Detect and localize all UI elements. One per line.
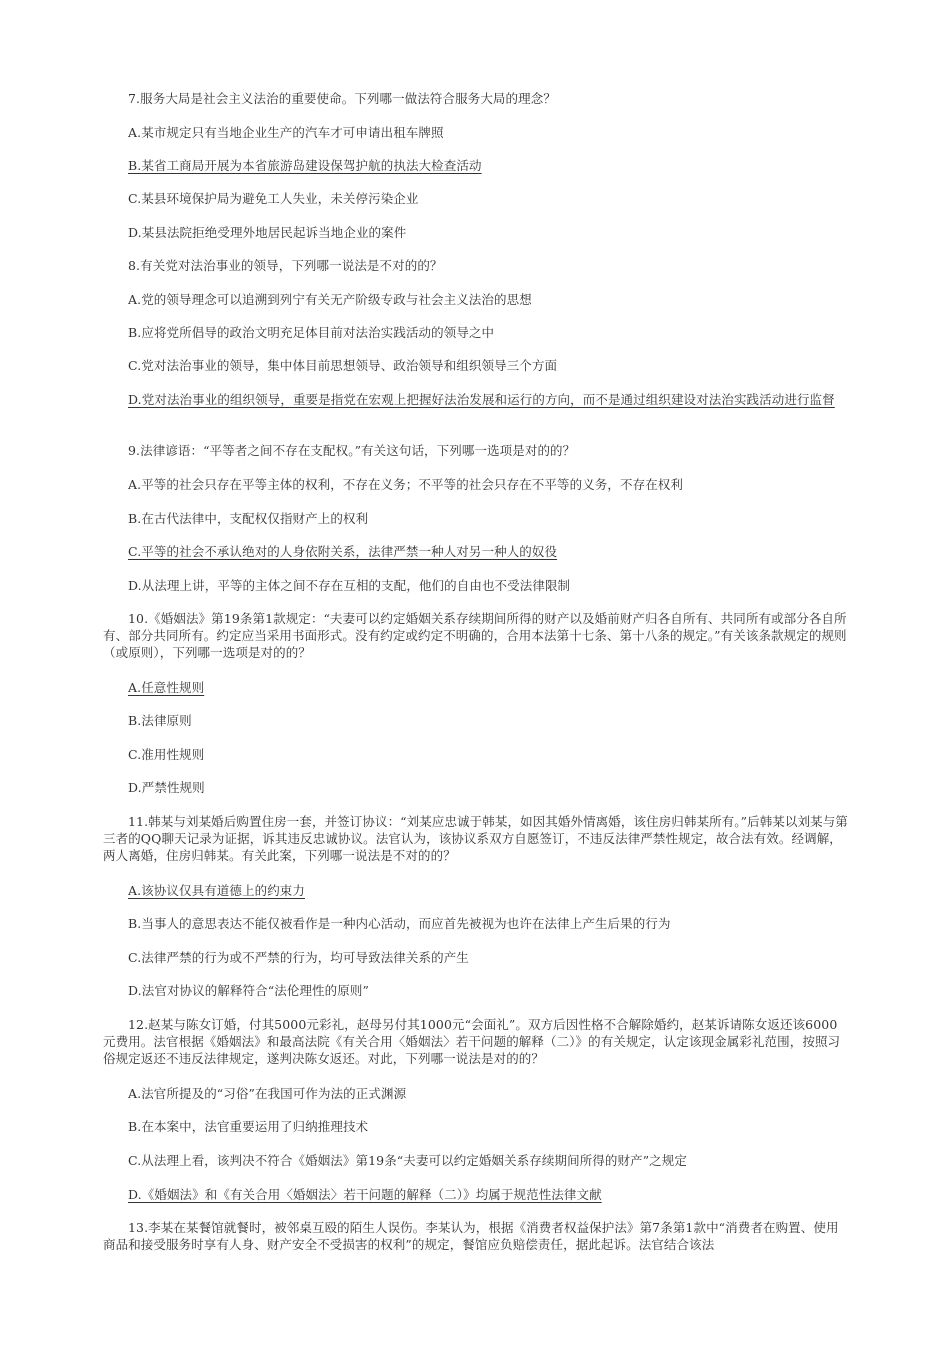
question-7-option-c: C.某县环境保护局为避免工人失业，未关停污染企业 — [128, 191, 419, 206]
question-12-option-d-answer: D.《婚姻法》和《有关合用〈婚姻法〉若干问题的解释（二）》均属于规范性法律文献 — [128, 1187, 602, 1202]
question-10-option-b: B.法律原则 — [128, 713, 192, 728]
question-12-option-a: A.法官所提及的“习俗”在我国可作为法的正式渊源 — [128, 1086, 407, 1101]
question-9-option-a: A.平等的社会只存在平等主体的权利，不存在义务；不平等的社会只存在不平等的义务，不存在权利 — [128, 477, 684, 492]
question-8-stem: 8.有关党对法治事业的领导，下列哪一说法是不对的的？ — [128, 258, 443, 273]
question-10-stem: 10.《婚姻法》第19条第1款规定：“夫妻可以约定婚姻关系存续期间所得的财产以及婚前财产归各自所有、共同所有或部分各自所有、部分共同所有。约定应当采用书面形式。没有约定或约定不明确的，合用本法第十七条、第十八条的规定。”有关该条款规定的规则（或原则），下列哪一选项是对的的？ — [103, 611, 847, 660]
question-8-option-c: C.党对法治事业的领导，集中体目前思想领导、政治领导和组织领导三个方面 — [128, 358, 558, 373]
question-10-option-a-answer: A.任意性规则 — [128, 680, 205, 695]
question-13-stem: 13.李某在某餐馆就餐时，被邻桌互殴的陌生人误伤。李某认为，根据《消费者权益保护法》第7条第1款中“消费者在购置、使用商品和接受服务时享有人身、财产安全不受损害的权利”的规定，餐馆应负赔偿责任，据此起诉。法官结合该法 — [103, 1220, 839, 1252]
question-9-option-c-answer: C.平等的社会不承认绝对的人身依附关系，法律严禁一种人对另一种人的奴役 — [128, 544, 558, 559]
question-11-option-b: B.当事人的意思表达不能仅被看作是一种内心活动，而应首先被视为也许在法律上产生后果的行为 — [128, 916, 671, 931]
question-10-option-d: D.严禁性规则 — [128, 780, 205, 795]
question-8-option-a: A.党的领导理念可以追溯到列宁有关无产阶级专政与社会主义法治的思想 — [128, 292, 532, 307]
question-7-option-b-answer: B.某省工商局开展为本省旅游岛建设保驾护航的执法大检查活动 — [128, 158, 482, 173]
question-8-option-b: B.应将党所倡导的政治文明充足体目前对法治实践活动的领导之中 — [128, 325, 495, 340]
question-7-option-d: D.某县法院拒绝受理外地居民起诉当地企业的案件 — [128, 225, 407, 240]
question-7-stem: 7.服务大局是社会主义法治的重要使命。下列哪一做法符合服务大局的理念？ — [128, 91, 556, 106]
question-10-option-c: C.准用性规则 — [128, 747, 205, 762]
question-7-option-a: A.某市规定只有当地企业生产的汽车才可申请出租车牌照 — [128, 125, 444, 140]
question-12-option-b: B.在本案中，法官重要运用了归纳推理技术 — [128, 1119, 369, 1134]
question-11-option-a-answer: A.该协议仅具有道德上的约束力 — [128, 883, 306, 898]
question-12-option-c: C.从法理上看，该判决不符合《婚姻法》第19条“夫妻可以约定婚姻关系存续期间所得的财产”之规定 — [128, 1153, 687, 1168]
question-8-option-d-answer: D.党对法治事业的组织领导，重要是指党在宏观上把握好法治发展和运行的方向，而不是通过组织建设对法治实践活动进行监督 — [128, 392, 835, 407]
question-11-option-d: D.法官对协议的解释符合“法伦理性的原则” — [128, 983, 369, 998]
question-11-stem: 11.韩某与刘某婚后购置住房一套，并签订协议：“刘某应忠诚于韩某，如因其婚外情离婚，该住房归韩某所有。”后韩某以刘某与第三者的QQ聊天记录为证据，诉其违反忠诚协议。法官认为，该协议系双方自愿签订，不违反法律严禁性规定，故合法有效。经调解，两人离婚，住房归韩某。有关此案，下列哪一说法是不对的的？ — [103, 814, 848, 863]
question-9-stem: 9.法律谚语：“平等者之间不存在支配权。”有关这句话，下列哪一选项是对的的？ — [128, 443, 576, 458]
question-11-option-c: C.法律严禁的行为或不严禁的行为，均可导致法律关系的产生 — [128, 950, 469, 965]
question-9-option-b: B.在古代法律中，支配权仅指财产上的权利 — [128, 511, 369, 526]
question-12-stem: 12.赵某与陈女订婚，付其5000元彩礼，赵母另付其1000元“会面礼”。双方后因性格不合解除婚约，赵某诉请陈女返还该6000元费用。法官根据《婚姻法》和最高法院《有关合用〈婚姻法〉若干问题的解释（二）》的有关规定，认定该现金属彩礼范围，按照习俗规定返还不违反法律规定，遂判决陈女返还。对此，下列哪一说法是对的的？ — [103, 1017, 841, 1066]
question-9-option-d: D.从法理上讲，平等的主体之间不存在互相的支配，他们的自由也不受法律限制 — [128, 578, 571, 593]
